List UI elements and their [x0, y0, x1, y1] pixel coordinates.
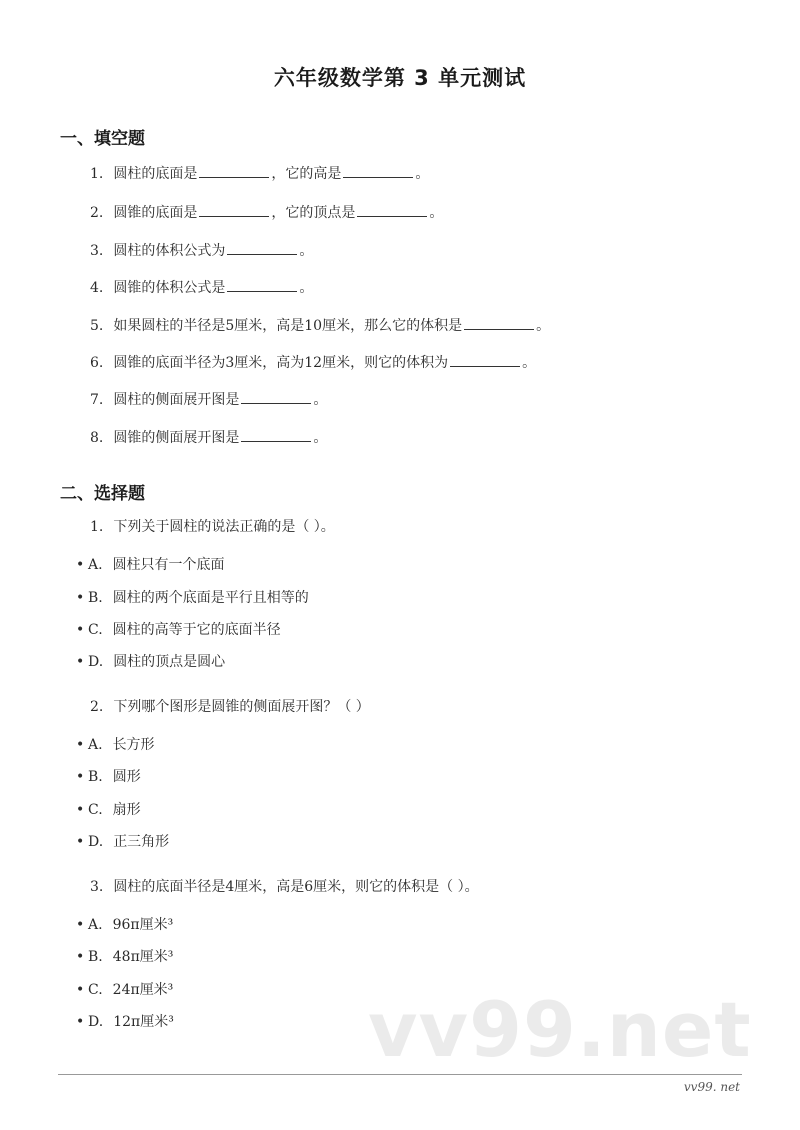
option-text: 圆柱的两个底面是平行且相等的 — [112, 590, 309, 606]
option-text: 长方形 — [112, 737, 155, 753]
option-text: 12π厘米³ — [113, 1014, 174, 1030]
option-text: 扇形 — [112, 802, 141, 818]
option-3d[interactable] — [76, 1012, 174, 1032]
bullet-icon: • — [76, 1014, 85, 1030]
option-3b[interactable] — [76, 947, 173, 967]
question-number: 1. — [90, 166, 104, 182]
question-number: 7. — [90, 392, 104, 408]
bullet-icon: • — [76, 737, 85, 753]
option-letter: D. — [88, 654, 104, 670]
fill-question-6 — [90, 352, 536, 373]
option-letter: A. — [88, 737, 103, 753]
question-number: 1. — [90, 519, 104, 535]
question-text: 。 — [522, 355, 537, 371]
option-1b[interactable] — [76, 588, 309, 608]
option-letter: B. — [88, 769, 103, 785]
answer-blank[interactable] — [343, 163, 413, 178]
fill-question-5 — [90, 315, 550, 336]
question-text: 下列哪个图形是圆锥的侧面展开图？（ ） — [113, 699, 370, 715]
option-text: 圆形 — [112, 769, 141, 785]
option-1c[interactable] — [76, 620, 281, 640]
question-text: 圆柱的体积公式为 — [113, 243, 226, 259]
option-letter: C. — [88, 982, 103, 998]
question-number: 3. — [90, 243, 104, 259]
bullet-icon: • — [76, 949, 85, 965]
question-number: 8. — [90, 430, 104, 446]
question-text: 圆锥的侧面展开图是 — [113, 430, 240, 446]
footer-divider — [58, 1074, 742, 1075]
question-text: 圆锥的底面半径为3厘米，高为12厘米，则它的体积为 — [113, 355, 449, 371]
page-title: 六年级数学第 3 单元测试 — [273, 66, 527, 90]
option-letter: B. — [88, 590, 103, 606]
question-text: 如果圆柱的半径是5厘米，高是10厘米，那么它的体积是 — [113, 318, 463, 334]
option-text: 圆柱的顶点是圆心 — [113, 654, 226, 670]
answer-blank[interactable] — [241, 427, 311, 442]
footer-site-label: vv99. net — [683, 1080, 740, 1094]
fill-question-1 — [90, 163, 429, 184]
option-text: 圆柱只有一个底面 — [112, 557, 225, 573]
question-text: 。 — [313, 392, 328, 408]
option-3c[interactable] — [76, 980, 173, 1000]
question-number: 3. — [90, 879, 104, 895]
option-text: 24π厘米³ — [112, 982, 174, 998]
option-letter: A. — [88, 557, 103, 573]
option-3a[interactable] — [76, 915, 173, 935]
section-heading-choice: 二、选择题 — [60, 484, 145, 504]
bullet-icon: • — [76, 982, 85, 998]
question-text: 。 — [415, 166, 430, 182]
question-text: 。 — [313, 430, 328, 446]
option-text: 48π厘米³ — [112, 949, 174, 965]
answer-blank[interactable] — [227, 277, 297, 292]
answer-blank[interactable] — [450, 352, 520, 367]
question-number: 2. — [90, 205, 104, 221]
question-text: 。 — [299, 243, 314, 259]
option-2b[interactable] — [76, 767, 141, 787]
answer-blank[interactable] — [464, 315, 534, 330]
option-1a[interactable] — [76, 555, 225, 575]
answer-blank[interactable] — [357, 202, 427, 217]
section-heading-fill: 一、填空题 — [60, 129, 145, 149]
option-letter: D. — [88, 834, 104, 850]
fill-question-3 — [90, 240, 313, 261]
question-text: 圆柱的侧面展开图是 — [113, 392, 240, 408]
bullet-icon: • — [76, 590, 85, 606]
question-text: 。 — [299, 280, 314, 296]
choice-question-2 — [90, 697, 370, 717]
answer-blank[interactable] — [227, 240, 297, 255]
question-text: 圆锥的体积公式是 — [113, 280, 226, 296]
bullet-icon: • — [76, 917, 85, 933]
option-letter: D. — [88, 1014, 104, 1030]
question-text: 圆柱的底面是 — [113, 166, 198, 182]
bullet-icon: • — [76, 802, 85, 818]
option-letter: B. — [88, 949, 103, 965]
question-text: 圆锥的底面是 — [113, 205, 198, 221]
fill-question-2 — [90, 202, 443, 223]
option-text: 正三角形 — [113, 834, 170, 850]
question-number: 4. — [90, 280, 104, 296]
option-text: 圆柱的高等于它的底面半径 — [112, 622, 281, 638]
bullet-icon: • — [76, 622, 85, 638]
option-2a[interactable] — [76, 735, 155, 755]
question-text: 圆柱的底面半径是4厘米，高是6厘米，则它的体积是（ ）。 — [113, 879, 479, 895]
fill-question-7 — [90, 389, 327, 410]
option-letter: A. — [88, 917, 103, 933]
watermark: vv99.net — [368, 985, 752, 1074]
bullet-icon: • — [76, 769, 85, 785]
bullet-icon: • — [76, 654, 85, 670]
fill-question-8 — [90, 427, 327, 448]
question-number: 2. — [90, 699, 104, 715]
option-letter: C. — [88, 622, 103, 638]
answer-blank[interactable] — [241, 389, 311, 404]
question-text: 。 — [429, 205, 444, 221]
answer-blank[interactable] — [199, 163, 269, 178]
bullet-icon: • — [76, 557, 85, 573]
fill-question-4 — [90, 277, 313, 298]
option-1d[interactable] — [76, 652, 225, 672]
option-text: 96π厘米³ — [112, 917, 174, 933]
option-2d[interactable] — [76, 832, 169, 852]
question-text: ，它的顶点是 — [271, 205, 356, 221]
bullet-icon: • — [76, 834, 85, 850]
choice-question-3 — [90, 877, 479, 897]
question-text: 下列关于圆柱的说法正确的是（ ）。 — [113, 519, 335, 535]
option-2c[interactable] — [76, 800, 141, 820]
question-text: ，它的高是 — [271, 166, 342, 182]
question-text: 。 — [536, 318, 551, 334]
question-number: 5. — [90, 318, 104, 334]
choice-question-1 — [90, 517, 335, 537]
answer-blank[interactable] — [199, 202, 269, 217]
option-letter: C. — [88, 802, 103, 818]
question-number: 6. — [90, 355, 104, 371]
